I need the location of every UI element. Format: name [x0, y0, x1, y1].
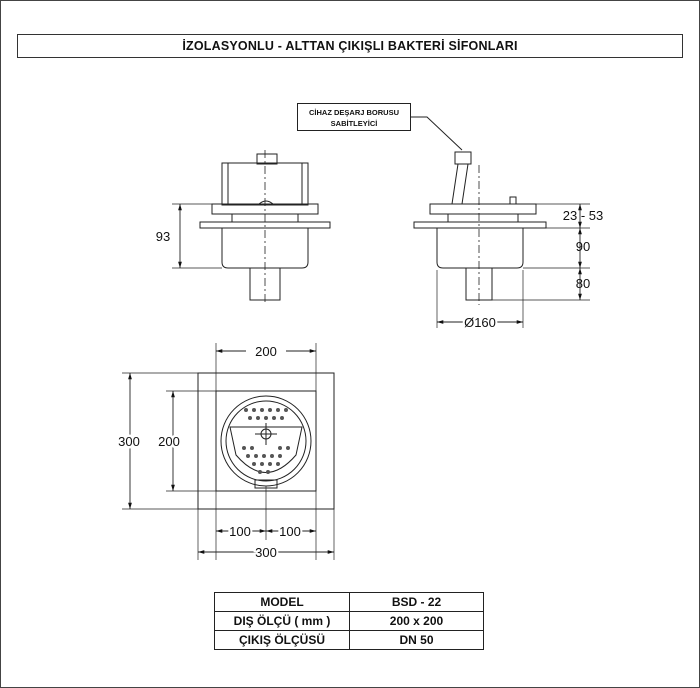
dim-middle: 90: [575, 239, 591, 254]
side-view: [172, 150, 330, 305]
spec-value-outlet-size: DN 50: [350, 631, 484, 650]
table-row: [215, 631, 484, 650]
dim-plan-outer-width: 300: [255, 545, 277, 560]
drawing-title: İZOLASYONLU - ALTTAN ÇIKIŞLI BAKTERİ SİFONLARI: [17, 34, 683, 58]
spec-value-outer-size: 200 x 200: [350, 612, 484, 631]
dim-side-height: 93: [155, 229, 171, 244]
plan-view: [122, 343, 334, 560]
dim-plan-inner-width: 200: [255, 344, 277, 359]
dim-plan-half-left: 100: [229, 524, 251, 539]
dim-plan-inner-height: 200: [158, 434, 180, 449]
dim-plan-half-right: 100: [279, 524, 301, 539]
table-row: [215, 612, 484, 631]
spec-table: [214, 592, 484, 650]
spec-label-outer-size: DIŞ ÖLÇÜ ( mm ): [215, 612, 350, 631]
callout-line-2: SABİTLEYİCİ: [330, 119, 378, 128]
callout-line-1: CİHAZ DEŞARJ BORUSU: [308, 108, 399, 117]
dim-diameter: Ø160: [464, 315, 496, 330]
dim-plan-outer-height: 300: [118, 434, 140, 449]
spec-value-model: BSD - 22: [350, 593, 484, 612]
table-row: [215, 593, 484, 612]
spec-label-outlet-size: ÇIKIŞ ÖLÇÜSÜ: [215, 631, 350, 650]
spec-label-model: MODEL: [215, 593, 350, 612]
dim-bottom: 80: [575, 276, 591, 291]
dim-top-range: 23 - 53: [562, 208, 604, 223]
